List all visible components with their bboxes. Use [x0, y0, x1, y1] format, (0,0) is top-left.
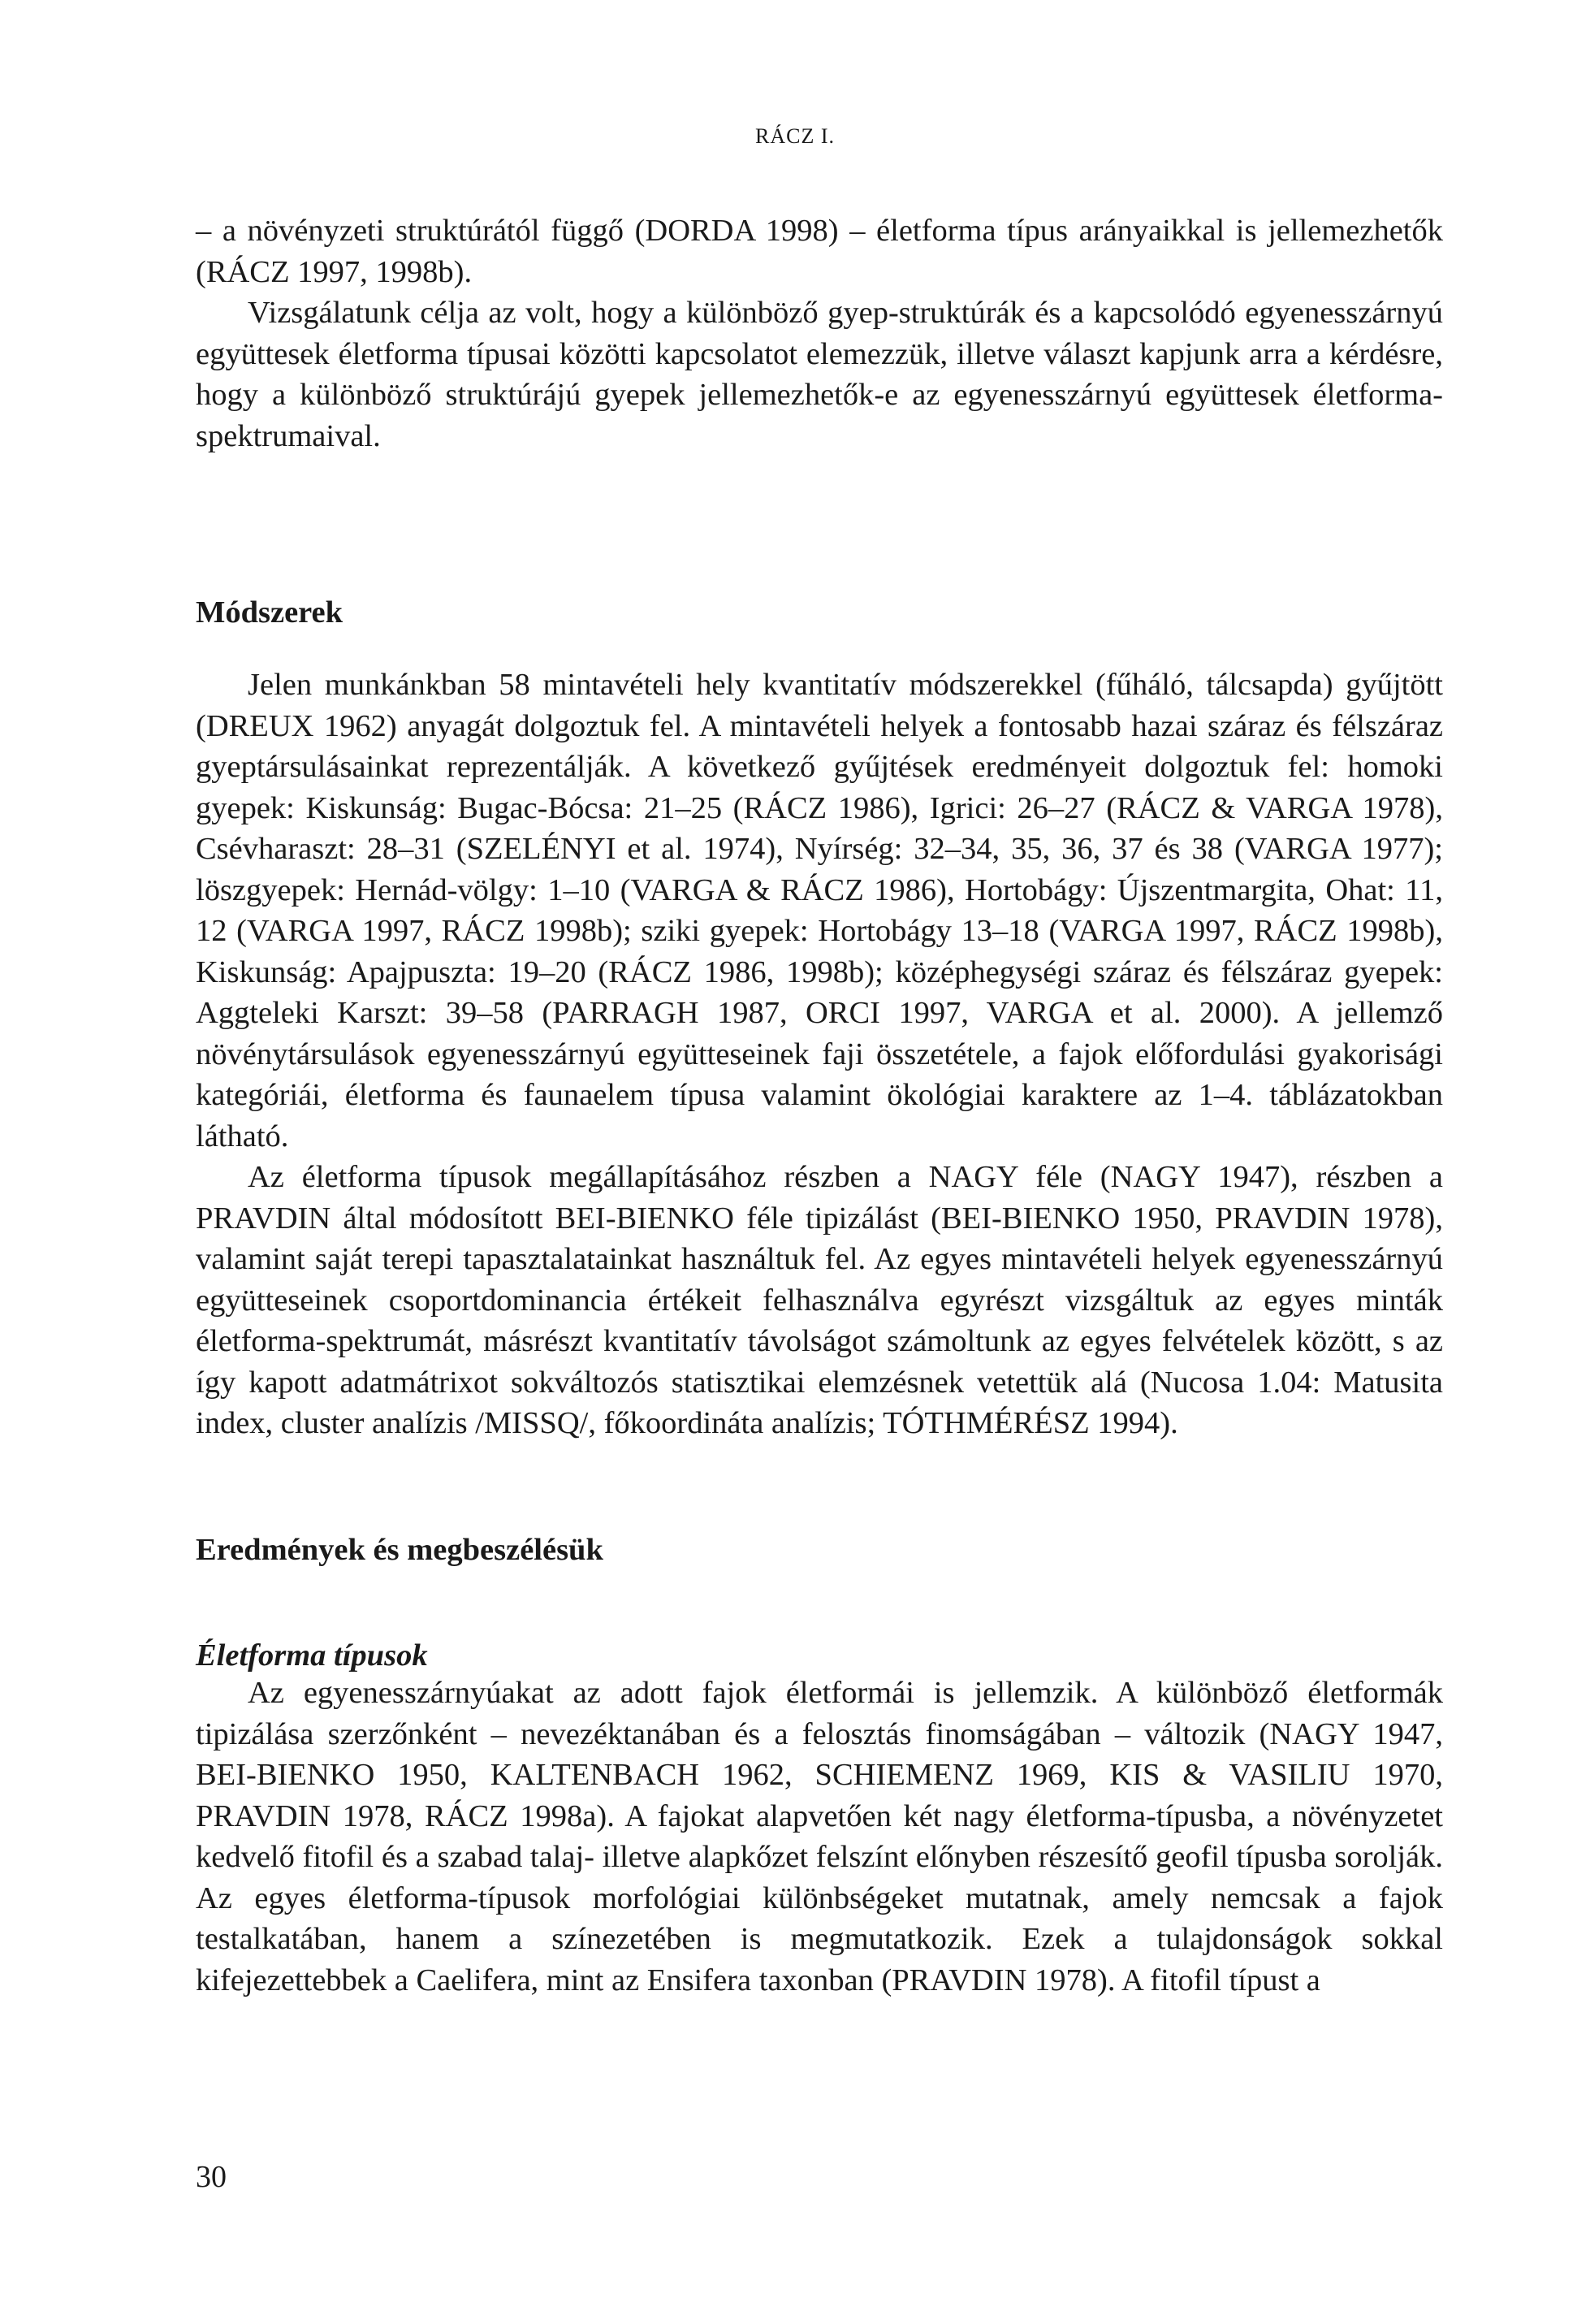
methods-section — [196, 664, 1443, 1444]
results-paragraph-1: Az egyenesszárnyúakat az adott fajok életformái is jellemzik. A különböző életformák tipizálása szerzőnként – nevezéktanában és a felosztás finomságában – változik (NAGY 1947, BEI-BIENKO 1950, KALTENBACH 1962, SCHIEMENZ 1969, KIS & VASILIU 1970, PRAVDIN 1978, RÁCZ 1998a). A fajokat alapvetően két nagy életforma-típusba, a növényzetet kedvelő fitofil és a szabad talaj- illetve alapkőzet felszínt előnyben részesítő geofil típusba sorolják. Az egyes életforma-típusok morfológiai különbségeket mutatnak, amely nemcsak a fajok testalkatában, hanem a színezetében is megmutatkozik. Ezek a tulajdonságok sokkal kifejezettebbek a Caelifera, mint az Ensifera taxonban (PRAVDIN 1978). A fitofil típust a — [196, 1676, 1443, 1997]
running-head: RÁCZ I. — [755, 124, 835, 148]
intro-section — [196, 210, 1443, 457]
intro-aim-paragraph: Vizsgálatunk célja az volt, hogy a különböző gyep-struktúrák és a kapcsolódó egyenesszárnyú együttesek életforma típusai közötti kapcsolatot elemezzük, illetve választ kapjunk arra a kérdésre, hogy a különböző struktúrájú gyepek jellemezhetők-e az egyenesszárnyú együttesek életforma-spektrumaival. — [196, 296, 1443, 453]
page-number: 30 — [196, 2160, 227, 2194]
results-heading: Eredmények és megbeszélésük — [196, 1533, 603, 1567]
lifeform-subheading: Életforma típusok — [196, 1638, 428, 1673]
results-section — [196, 1673, 1443, 2001]
intro-continuation: – a növényzeti struktúrától függő (DORDA 1998) – életforma típus arányaikkal is jellemezhetők (RÁCZ 1997, 1998b). — [196, 214, 1443, 289]
methods-paragraph-1: Jelen munkánkban 58 mintavételi hely kvantitatív módszerekkel (fűháló, tálcsapda) gyűjtött (DREUX 1962) anyagát dolgoztuk fel. A mintavételi helyek a fontosabb hazai száraz és félszáraz gyeptársulásainkat reprezentálják. A következő gyűjtések eredményeit dolgoztuk fel: homoki gyepek: Kiskunság: Bugac-Bócsa: 21–25 (RÁCZ 1986), Igrici: 26–27 (RÁCZ & VARGA 1978), Csévharaszt: 28–31 (SZELÉNYI et al. 1974), Nyírség: 32–34, 35, 36, 37 és 38 (VARGA 1977); löszgyepek: Hernád-völgy: 1–10 (VARGA & RÁCZ 1986), Hortobágy: Újszentmargita, Ohat: 11, 12 (VARGA 1997, RÁCZ 1998b); sziki gyepek: Hortobágy 13–18 (VARGA 1997, RÁCZ 1998b), Kiskunság: Apajpuszta: 19–20 (RÁCZ 1986, 1998b); középhegységi száraz és félszáraz gyepek: Aggteleki Karszt: 39–58 (PARRAGH 1987, ORCI 1997, VARGA et al. 2000). A jellemző növénytársulások egyenesszárnyú együtteseinek faji összetétele, a fajok előfordulási gyakorisági kategóriái, életforma és faunaelem típusa valamint ökológiai karaktere az 1–4. táblázatokban látható. — [196, 668, 1443, 1153]
methods-paragraph-2: Az életforma típusok megállapításához részben a NAGY féle (NAGY 1947), részben a PRAVDIN által módosított BEI-BIENKO féle tipizálást (BEI-BIENKO 1950, PRAVDIN 1978), valamint saját terepi tapasztalatainkat használtuk fel. Az egyes mintavételi helyek egyenesszárnyú együtteseinek csoportdominancia értékeit felhasználva egyrészt vizsgáltuk az egyes minták életforma-spektrumát, másrészt kvantitatív távolságot számoltunk az egyes felvételek között, s az így kapott adatmátrixot sokváltozós statisztikai elemzésnek vetettük alá (Nucosa 1.04: Matusita index, cluster analízis /MISSQ/, főkoordináta analízis; TÓTHMÉRÉSZ 1994). — [196, 1160, 1443, 1440]
methods-heading: Módszerek — [196, 595, 343, 630]
